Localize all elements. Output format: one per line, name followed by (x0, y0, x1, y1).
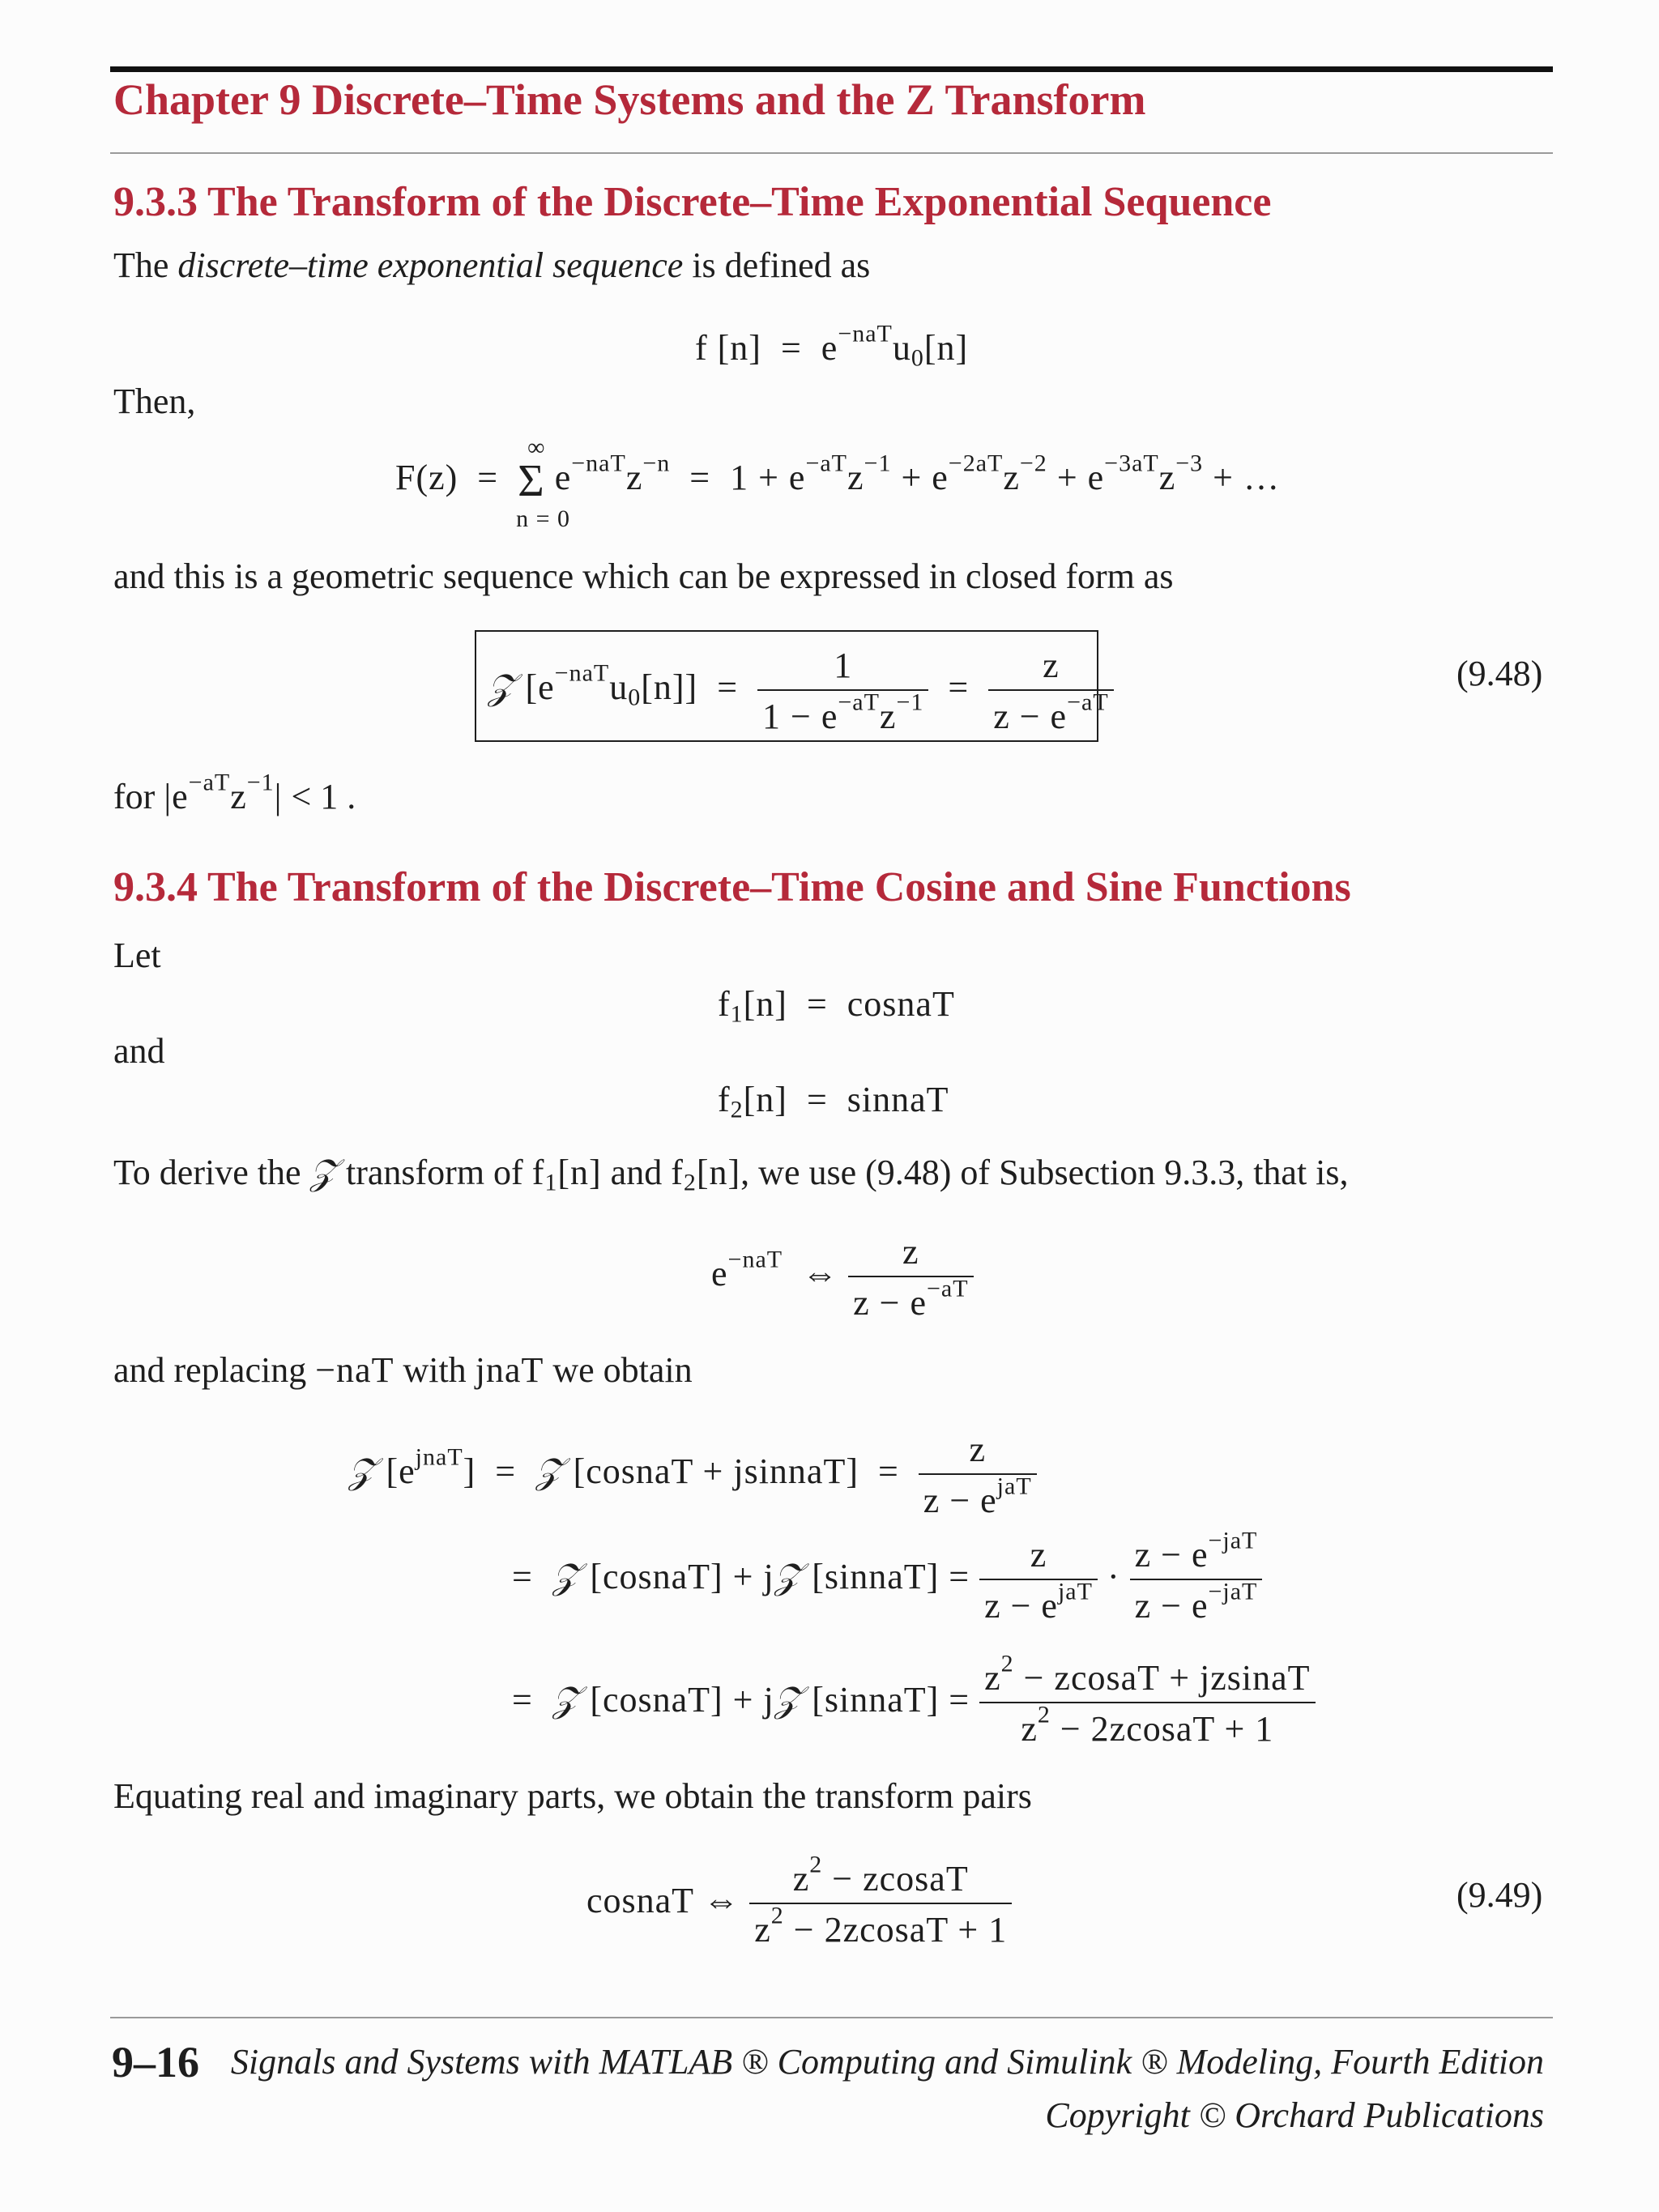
equation-number-949: (9.49) (1456, 1875, 1543, 1915)
copyright: Copyright © Orchard Publications (1045, 2095, 1544, 2135)
equation-949: cosnaT ⇔ $\frac{z^2 - zcosaT}{z^2 - 2zcosaT + 1}$ (586, 1858, 1012, 1950)
footer-divider (110, 2017, 1553, 2018)
book-title: Signals and Systems with MATLAB ® Computing and Simulink ® Modeling, Fourth Edition (230, 2042, 1544, 2082)
equation-complex-line2: = 𝒵 [cosnaT] + j𝒵 [sinnaT] = $\frac{z}{z - e^{jaT}}$ · $\frac{z - e^{-jaT}}{z - e^{-jaT}}$ (512, 1534, 1262, 1626)
equation-number-948: (9.48) (1456, 654, 1543, 693)
header-divider (110, 152, 1553, 154)
closed-form-text: and this is a geometric sequence which can be expressed in closed form as (113, 556, 1174, 596)
top-rule (110, 66, 1553, 72)
page-number: 9–16 (112, 2038, 199, 2086)
equation-complex-line1: 𝒵 $[e^{jnaT}]$ = 𝒵 [cosnaT + jsinnaT] = $\frac{z}{z - e^{jaT}}$ (348, 1429, 1037, 1521)
fraction-1: $\frac{1}{1 - e^{-aT}z^{-1}}$ (757, 645, 928, 737)
equation-pair-exponential: $e^{-naT}$ ⇔ $\frac{z}{z - e^{-aT}}$ (711, 1231, 974, 1323)
section-heading-934: 9.3.4 The Transform of the Discrete–Time Cosine and Sine Functions (113, 864, 1351, 910)
replacing-text: and replacing −naT with jnaT we obtain (113, 1350, 693, 1390)
let-text: Let (113, 936, 161, 975)
equation-sin-def: $f_2[n]$ = sinnaT (718, 1080, 949, 1123)
convergence-condition: for $|e^{-aT}z^{-1}| < 1$ . (113, 769, 356, 816)
z-transform-symbol: 𝒵 (488, 667, 516, 709)
intro-paragraph: The discrete–time exponential sequence is defined as (113, 245, 871, 285)
equation-series: F(z) = ∞ Σ n = 0 $e^{-naT}z^{-n} = 1 + e^{-aT}z^{-1} + e^{-2aT}z^{-2} + e^{-3aT}z^{-3}$ + … (395, 434, 1280, 532)
fraction-2: $\frac{z}{z - e^{-aT}}$ (988, 645, 1113, 737)
equation-complex-line3: = 𝒵 [cosnaT] + j𝒵 [sinnaT] = $\frac{z^2 - zcosaT + jzsinaT}{z^2 - 2zcosaT + 1}$ (512, 1657, 1316, 1750)
section-heading-933: 9.3.3 The Transform of the Discrete–Time Exponential Sequence (113, 179, 1272, 225)
equation-definition: f $[n] = e^{-naT}u_0[n]$ (695, 320, 969, 372)
equating-text: Equating real and imaginary parts, we obtain the transform pairs (113, 1776, 1032, 1816)
boxed-equation-948: 𝒵 $[e^{-naT}u_0[n]]$ = $\frac{1}{1 - e^{-aT}z^{-1}}$ = $\frac{z}{z - e^{-aT}}$ (475, 630, 1098, 742)
chapter-title: Chapter 9 Discrete–Time Systems and the Z Transform (113, 75, 1146, 124)
and-text: and (113, 1031, 165, 1071)
equation-cos-def: $f_1[n]$ = cosnaT (718, 984, 955, 1028)
derive-paragraph: To derive the 𝒵 transform of $f_1[n]$ and $f_2[n]$, we use (9.48) of Subsection 9.3.3, that is, (113, 1152, 1349, 1196)
then-text: Then, (113, 381, 196, 421)
